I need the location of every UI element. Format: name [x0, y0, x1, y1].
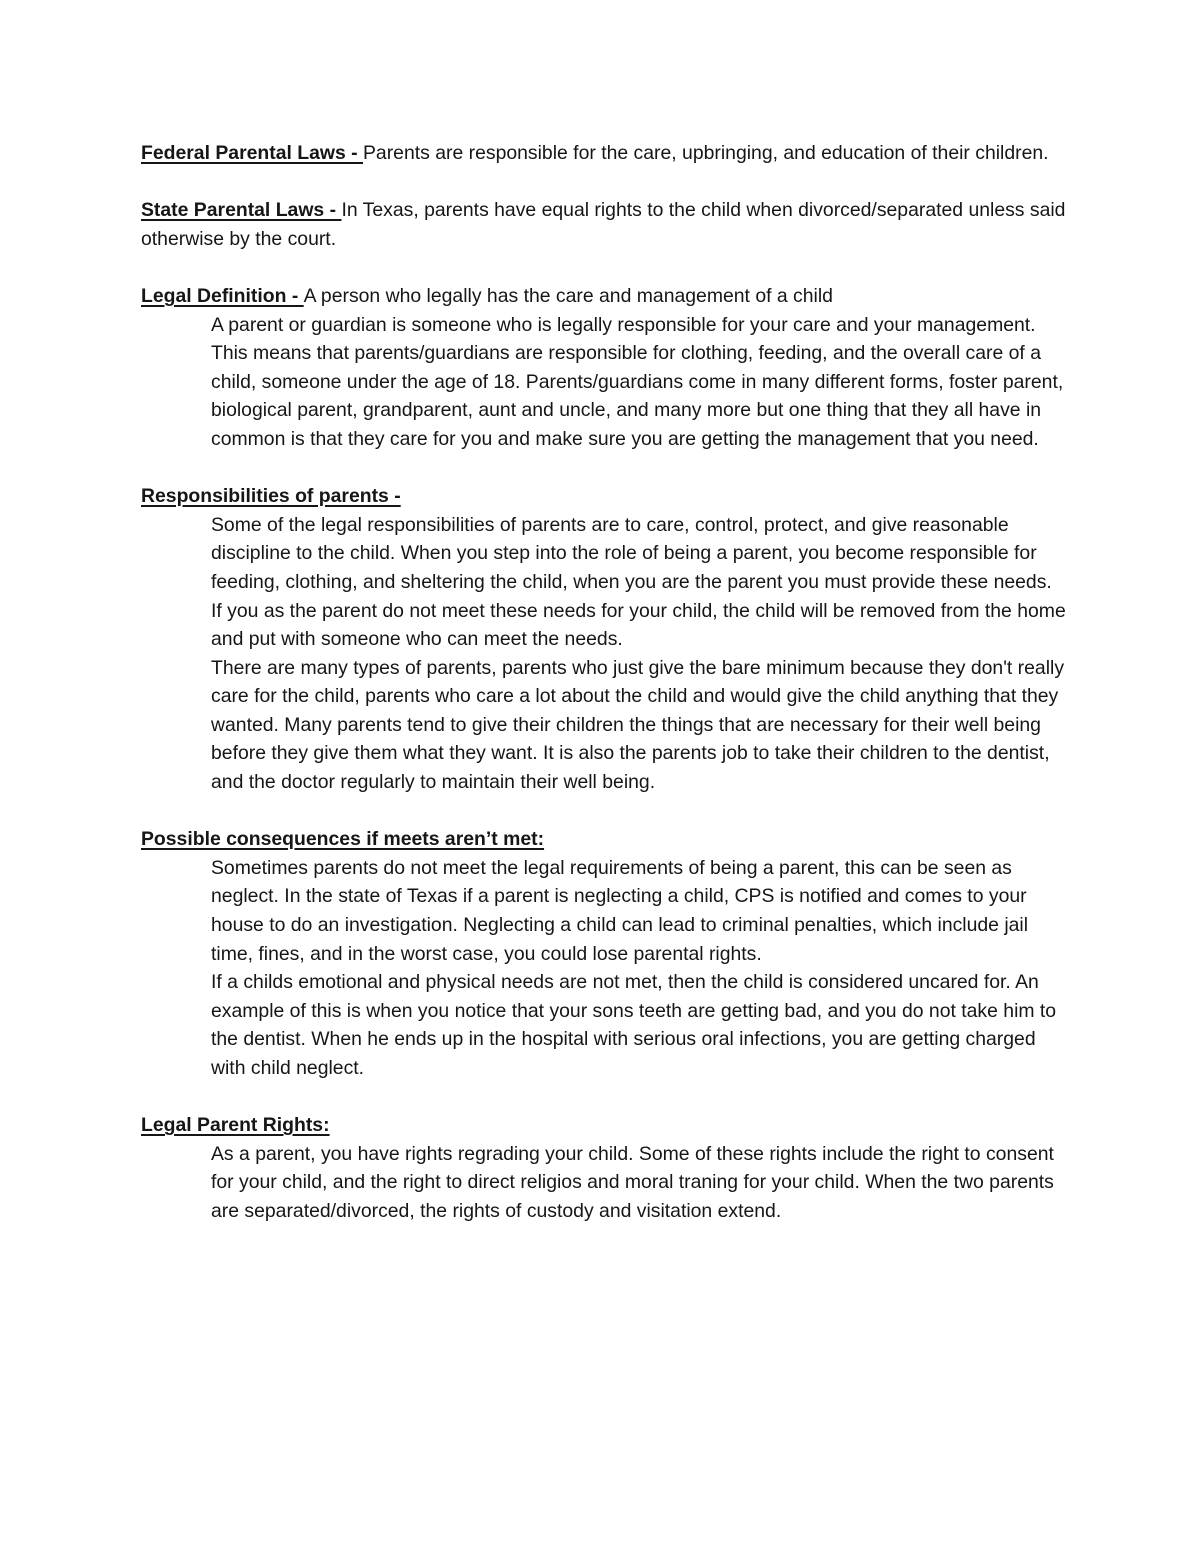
responsibilities-heading: Responsibilities of parents -	[141, 485, 401, 508]
consequences-heading: Possible consequences if meets aren’t met:	[141, 828, 545, 851]
responsibilities-section	[141, 482, 1066, 797]
document-page	[141, 139, 1066, 1226]
parent-rights-section	[141, 1111, 1066, 1225]
consequences-paragraph: If a childs emotional and physical needs are not met, then the child is considered uncared for. An example of this is when you notice that your sons teeth are getting bad, and you do not take him to the dentist. When he ends up in the hospital with serious oral infections, you are getting charged with child neglect.	[211, 971, 1057, 1079]
legal-definition-heading: Legal Definition -	[141, 284, 304, 307]
legal-definition-section	[141, 282, 1066, 454]
state-laws-text: In Texas, parents have equal rights to the child when divorced/separated unless said otherwise by the court.	[141, 199, 1066, 250]
federal-laws-section	[141, 139, 1066, 168]
state-laws-section	[141, 196, 1066, 253]
federal-laws-heading: Federal Parental Laws -	[141, 142, 363, 164]
parent-rights-paragraph: As a parent, you have rights regrading your child. Some of these rights include the right to consent for your child, and the right to direct religios and moral traning for your child. When the two parents are separated/divorced, the rights of custody and visitation extend.	[211, 1142, 1054, 1222]
parent-rights-heading: Legal Parent Rights:	[141, 1114, 330, 1137]
consequences-paragraph: Sometimes parents do not meet the legal requirements of being a parent, this can be seen as neglect. In the state of Texas if a parent is neglecting a child, CPS is notified and comes to your house to do an investigation. Neglecting a child can lead to criminal penalties, which include jail time, fines, and in the worst case, you could lose parental rights.	[211, 856, 1029, 965]
responsibilities-paragraph: Some of the legal responsibilities of parents are to care, control, protect, and give reasonable discipline to the child. When you step into the role of being a parent, you become responsible for feeding, clothing, and sheltering the child, when you are the parent you must provide these needs. If you as the parent do not meet these needs for your child, the child will be removed from the home and put with someone who can meet the needs.	[211, 513, 1066, 651]
consequences-section	[141, 825, 1066, 1082]
legal-definition-text: A person who legally has the care and management of a child	[303, 284, 833, 307]
responsibilities-paragraph: There are many types of parents, parents who just give the bare minimum because they don't really care for the child, parents who care a lot about the child and would give the child anything that they wanted. Many parents tend to give their children the things that are necessary for their well being before they give them what they want. It is also the parents job to take their children to the dentist, and the doctor regularly to maintain their well being.	[211, 656, 1065, 794]
legal-definition-paragraph: A parent or guardian is someone who is legally responsible for your care and your management. This means that parents/guardians are responsible for clothing, feeding, and the overall care of a child, someone under the age of 18. Parents/guardians come in many different forms, foster parent, biological parent, grandparent, aunt and uncle, and many more but one thing that they all have in common is that they care for you and make sure you are getting the management that you need.	[211, 313, 1064, 450]
federal-laws-text: Parents are responsible for the care, upbringing, and education of their children.	[363, 142, 1049, 164]
state-laws-heading: State Parental Laws -	[141, 199, 342, 222]
